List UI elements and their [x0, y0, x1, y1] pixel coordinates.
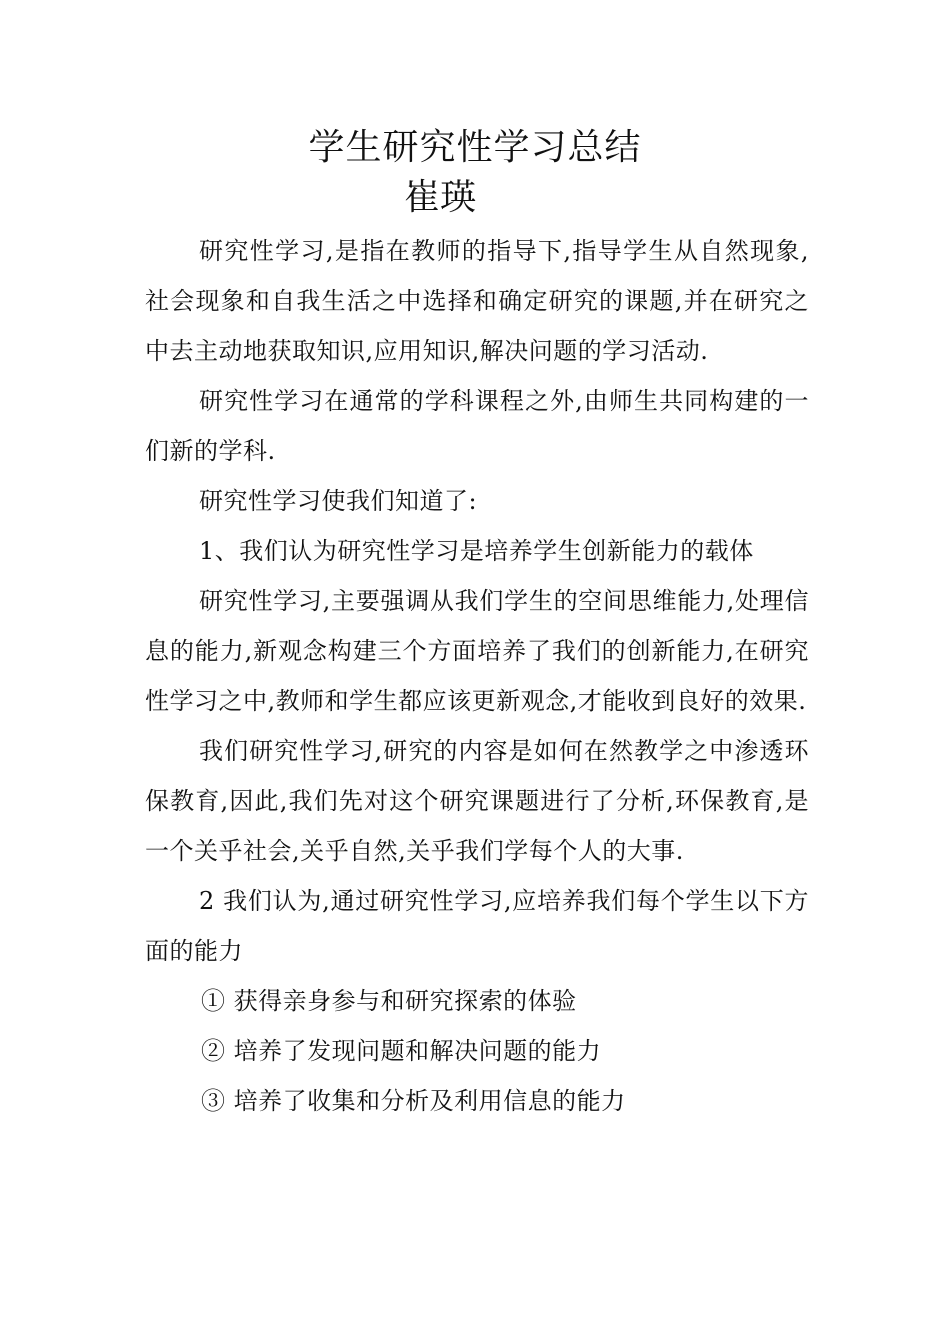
list-item-experience: ① 获得亲身参与和研究探索的体验	[201, 987, 577, 1015]
paragraph-innovation: 研究性学习,主要强调从我们学生的空间思维能力,处理信息的能力,新观念构建三个方面培养了我们的创新能力,在研究性学习之中,教师和学生都应该更新观念,才能收到良好的效果.	[145, 587, 809, 715]
document-author: 崔瑛	[403, 177, 476, 218]
paragraph-point-1: 1、我们认为研究性学习是培养学生创新能力的载体	[199, 537, 754, 565]
paragraph-intro: 研究性学习使我们知道了:	[199, 487, 478, 515]
paragraph-definition: 研究性学习,是指在教师的指导下,指导学生从自然现象,社会现象和自我生活之中选择和确定研究的课题,并在研究之中去主动地获取知识,应用知识,解决问题的学习活动.	[145, 237, 809, 365]
paragraph-point-2: 2 我们认为,通过研究性学习,应培养我们每个学生以下方面的能力	[145, 887, 809, 965]
list-item-information: ③ 培养了收集和分析及利用信息的能力	[201, 1087, 626, 1115]
paragraph-course: 研究性学习在通常的学科课程之外,由师生共同构建的一们新的学科.	[145, 387, 809, 465]
paragraph-environment: 我们研究性学习,研究的内容是如何在然教学之中渗透环保教育,因此,我们先对这个研究课题进行了分析,环保教育,是一个关乎社会,关乎自然,关乎我们学每个人的大事.	[145, 737, 809, 865]
document-title: 学生研究性学习总结	[308, 127, 642, 168]
list-item-problem-solving: ② 培养了发现问题和解决问题的能力	[201, 1037, 602, 1065]
document-body	[145, 226, 809, 1126]
